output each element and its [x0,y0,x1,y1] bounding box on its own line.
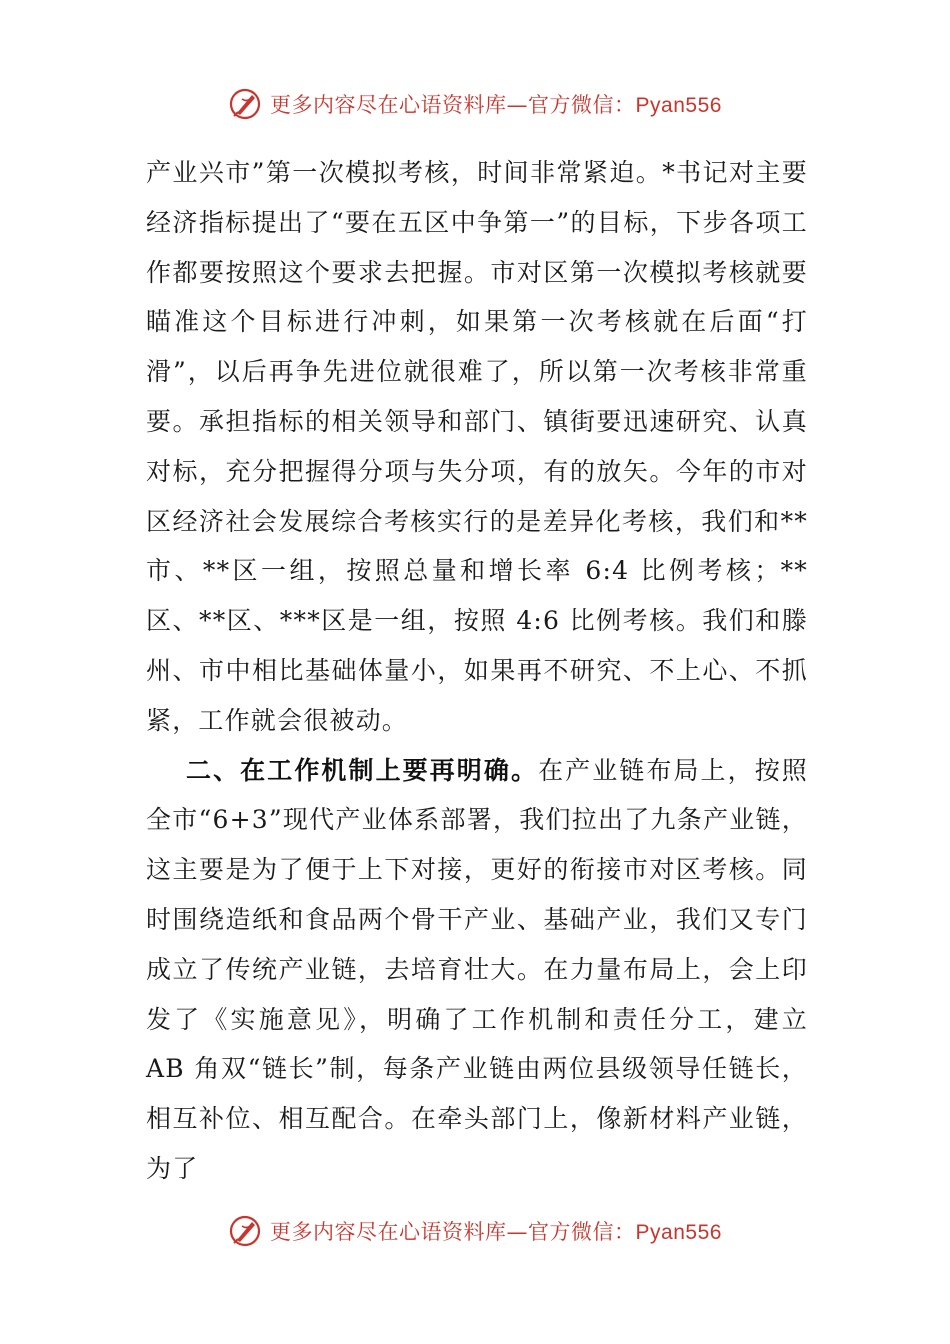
document-body [146,148,808,1194]
paragraph-2-body: 在产业链布局上，按照全市“6+3”现代产业体系部署，我们拉出了九条产业链，这主要是为了便于上下对接，更好的衔接市对区考核。同时围绕造纸和食品两个骨干产业、基础产业，我们又专门成立了传统产业链，去培育壮大。在力量布局上，会上印发了《实施意见》，明确了工作机制和责任分工，建立 AB 角双“链长”制，每条产业链由两位县级领导任链长，相互补位、相互配合。在牵头部门上，像新材料产业链，为了 [146,755,808,1183]
watermark-text: 更多内容尽在心语资料库—官方微信：Pyan556 [270,93,722,117]
footer-watermark [0,1211,950,1251]
quill-logo-icon [228,87,262,121]
watermark-wechat-id: Pyan556 [635,1221,722,1244]
watermark-text: 更多内容尽在心语资料库—官方微信：Pyan556 [270,1220,722,1244]
paragraph-1: 产业兴市”第一次模拟考核，时间非常紧迫。*书记对主要经济指标提出了“要在五区中争第一”的目标，下步各项工作都要按照这个要求去把握。市对区第一次模拟考核就要瞄准这个目标进行冲刺，如果第一次考核就在后面“打滑”，以后再争先进位就很难了，所以第一次考核非常重要。承担指标的相关领导和部门、镇街要迅速研究、认真对标，充分把握得分项与失分项，有的放矢。今年的市对区经济社会发展综合考核实行的是差异化考核，我们和**市、**区一组，按照总量和增长率 6:4 比例考核；**区、**区、***区是一组，按照 4:6 比例考核。我们和滕州、市中相比基础体量小，如果再不研究、不上心、不抓紧，工作就会很被动。 [146,158,808,735]
paragraph-2 [146,746,808,1194]
watermark-wechat-id: Pyan556 [635,94,722,117]
section-heading: 二、在工作机制上要再明确。 [186,755,539,785]
header-watermark [0,84,950,124]
quill-logo-icon [228,1214,262,1248]
